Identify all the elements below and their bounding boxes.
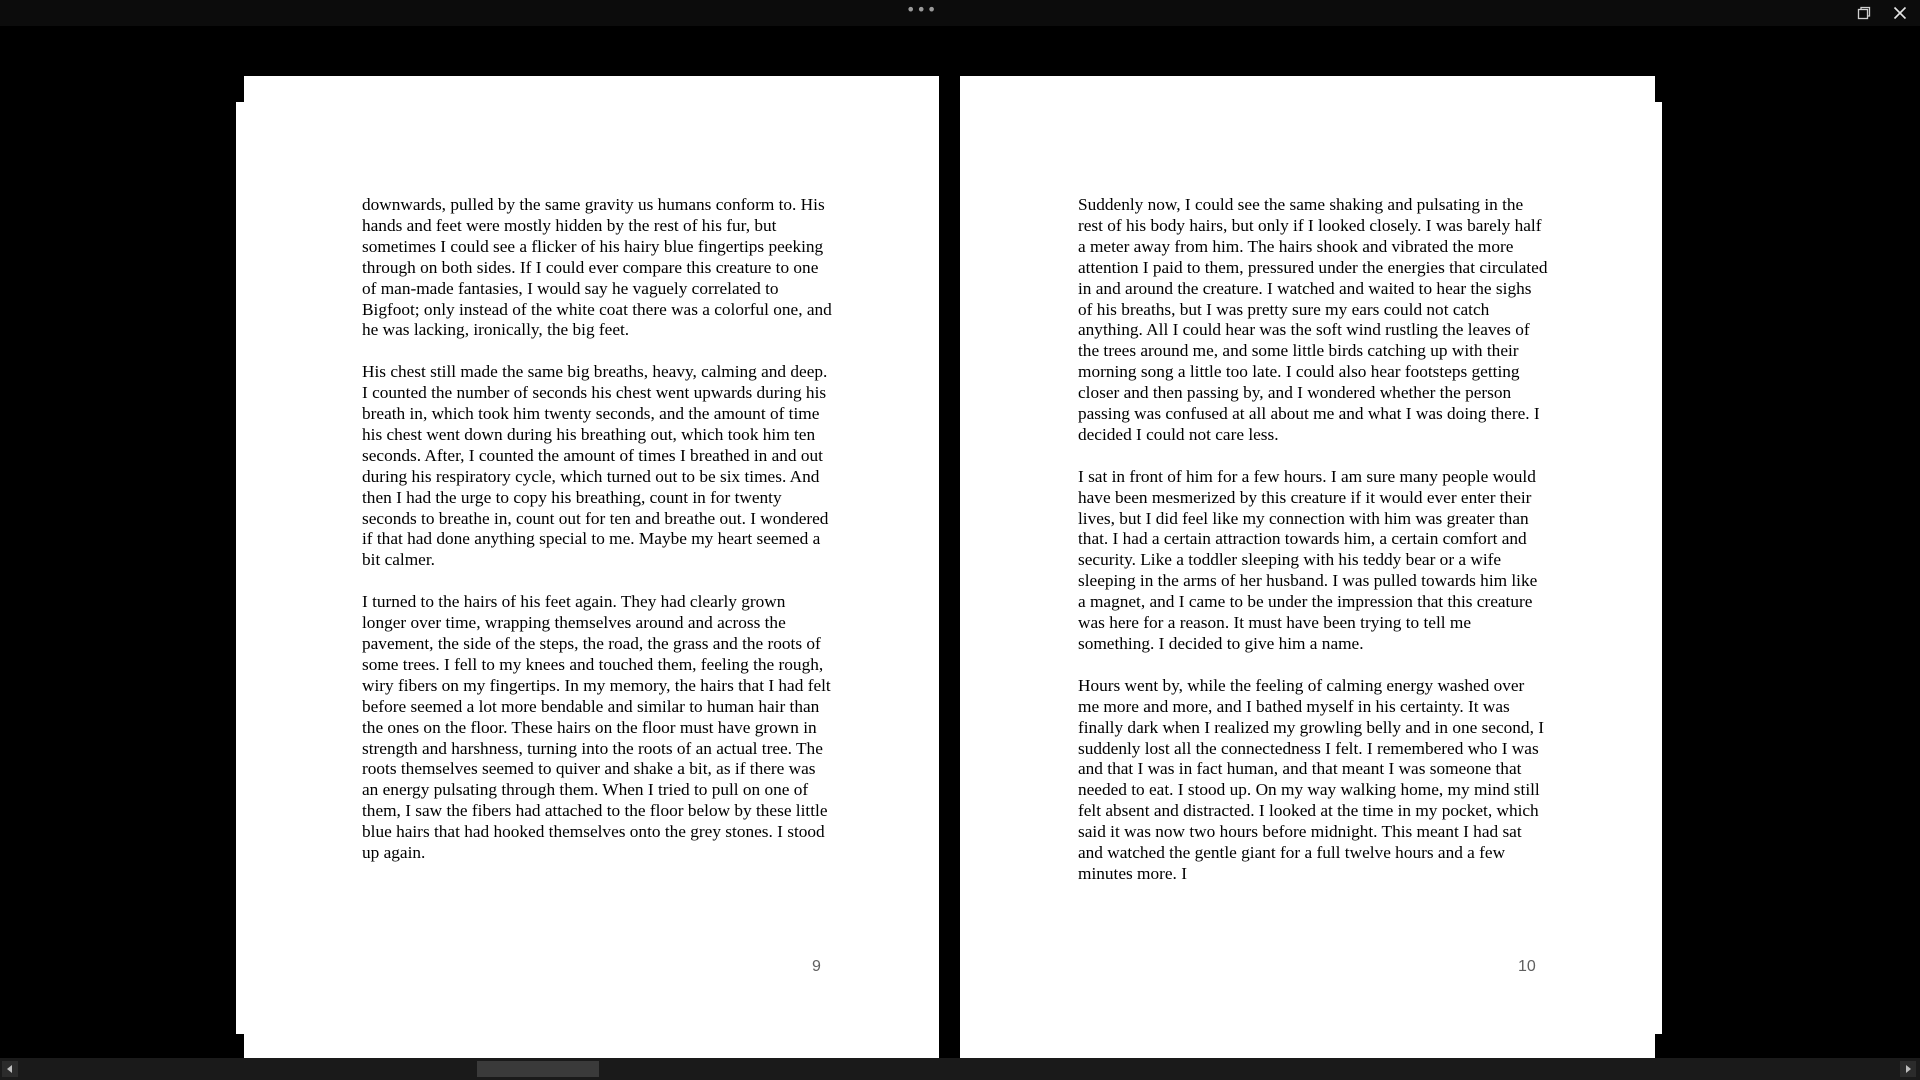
page-left-text xyxy=(362,195,832,885)
page-right-text xyxy=(1078,195,1548,906)
restore-icon xyxy=(1857,6,1871,20)
paragraph: Hours went by, while the feeling of calming energy washed over me more and more, and I bathed myself in his certainty. It was finally dark when I realized my growling belly and in one second, I suddenly lost all the connectedness I felt. I remembered who I was and that I was in fact human, and that meant I was someone that needed to eat. I stood up. On my way walking home, my mind still felt absent and distracted. I looked at the time in my pocket, which said it was now two hours before midnight. This meant I had sat and watched the gentle giant for a full twelve hours and a few minutes more. I xyxy=(1078,675,1544,883)
paragraph: Suddenly now, I could see the same shaking and pulsating in the rest of his body hairs, but only if I looked closely. I was barely half a meter away from him. The hairs shook and vibrated the more attention I paid to them, pressured under the energies that circulated in and around the creature. I watched and waited to hear the sighs of his breaths, but I was pretty sure my ears could not catch anything. All I could hear was the soft wind rustling the leaves of the trees around me, and some little birds catching up with their morning song a little too late. I could also hear footsteps getting closer and then passing by, and I wondered whether the person passing was confused at all about me and what I was doing there. I decided I could not care less. xyxy=(1078,195,1548,444)
paragraph: I turned to the hairs of his feet again. They had clearly grown longer over time, wrapping themselves around and across the pavement, the side of the steps, the road, the grass and the roots of some trees. I fell to my knees and touched them, feeling the rough, wiry fibers on my fingertips. In my memory, the hairs that I had felt before seemed a lot more bendable and similar to human hair than the ones on the floor. These hairs on the floor must have grown in strength and harshness, turning into the roots of an actual tree. The roots themselves seemed to quiver and shake a bit, as if there was an energy pulsating through them. When I tried to pull on one of them, I saw the fibers had attached to the floor below by these little blue hairs that had hooked themselves onto the grey stones. I stood up again. xyxy=(362,592,831,863)
reading-area xyxy=(0,26,1920,1058)
scroll-track[interactable] xyxy=(20,1061,1898,1077)
more-options-icon[interactable]: ••• xyxy=(906,0,938,19)
page-number: 9 xyxy=(812,958,821,975)
scroll-right-button[interactable] xyxy=(1900,1061,1916,1077)
restore-button[interactable] xyxy=(1846,0,1882,26)
page-right xyxy=(960,76,1655,1059)
triangle-left-icon xyxy=(6,1065,14,1073)
horizontal-scrollbar[interactable] xyxy=(0,1058,1920,1080)
close-icon xyxy=(1893,6,1907,20)
triangle-right-icon xyxy=(1904,1065,1912,1073)
paragraph: I sat in front of him for a few hours. I am sure many people would have been mesmerized by this creature if it would ever enter their lives, but I did feel like my connection with him was greater than that. I had a certain attraction towards him, a certain comfort and security. Like a toddler sleeping with his teddy bear or a wife sleeping in the arms of her husband. I was pulled towards him like a magnet, and I came to be under the impression that this creature was here for a reason. It must have been trying to tell me something. I decided to give him a name. xyxy=(1078,466,1538,654)
page-number: 10 xyxy=(1518,958,1536,975)
page-left xyxy=(244,76,939,1059)
title-bar xyxy=(0,0,1920,26)
scroll-left-button[interactable] xyxy=(2,1061,18,1077)
scroll-thumb[interactable] xyxy=(477,1061,599,1077)
paragraph: His chest still made the same big breaths, heavy, calming and deep. I counted the number of seconds his chest went upwards during his breath in, which took him twenty seconds, and the amount of time his chest went down during his breathing out, which took him ten seconds. After, I counted the amount of times I breathed in and out during his respiratory cycle, which turned out to be six times. And then I had the urge to copy his breathing, count in for twenty seconds to breathe in, count out for ten and breathe out. I wondered if that had done anything special to me. Maybe my heart seemed a bit calmer. xyxy=(362,362,829,570)
paragraph: downwards, pulled by the same gravity us humans conform to. His hands and feet were mostly hidden by the rest of his fur, but sometimes I could see a flicker of his hairy blue fingertips peeking through on both sides. If I could ever compare this creature to one of man-made fantasies, I would say he vaguely correlated to Bigfoot; only instead of the white coat there was a colorful one, and he was lacking, ironically, the big feet. xyxy=(362,195,832,340)
close-button[interactable] xyxy=(1882,0,1918,26)
